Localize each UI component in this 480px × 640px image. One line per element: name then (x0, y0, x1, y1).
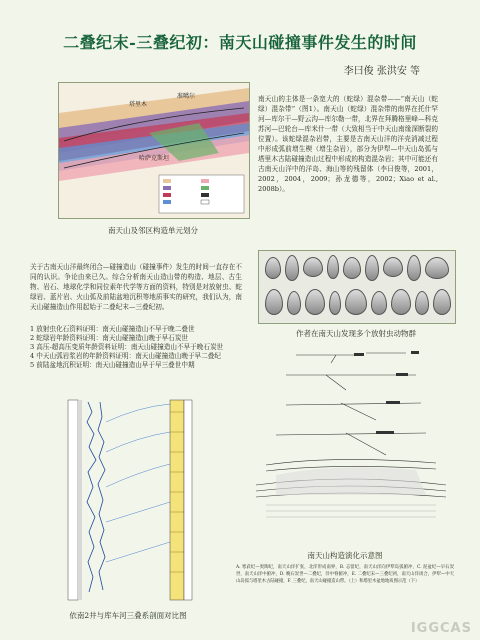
tectonic-map (58, 82, 250, 219)
section-caption: 依南2井与库车河三叠系剖面对比图 (69, 611, 187, 620)
fossil-caption: 作者在南天山发现多个放射虫动物群 (296, 329, 416, 338)
evidence-item: 3 高压-超高压变质年龄资料证明：南天山碰撞造山不早于晚石炭世 (30, 343, 224, 351)
evidence-item: 4 中天山弧岩浆岩的年龄资料证明：南天山碰撞造山晚于早二叠纪 (30, 352, 221, 360)
map-label-junggar: 准噶尔 (177, 93, 196, 100)
timing-paragraph: 关于古南天山洋最终闭合—碰撞造山（碰撞事件）发生的时间一直存在不同的认识。争论由来已久。综合分析南天山造山带的构造、地层、古生物、岩石、地球化学和同位素年代学等方面的资料，特别是对放射虫、蛇绿岩、蓝片岩、火山弧及前陆盆地沉积等地质事实的研究，我们认为，南天山碰撞造山作用起始于二叠纪末—三叠纪初。 (30, 263, 242, 311)
section-figure (58, 392, 198, 604)
map-label-tarim: 塔里木 (129, 101, 148, 108)
evolution-caption: 南天山构造演化示意图 (307, 551, 383, 560)
map-label-kazakhstan: 哈萨克斯坦 (139, 155, 170, 162)
evolution-legend: A. 寒武纪—奥陶纪，南天山洋扩张，北洋形成南界，B. 志留纪，南天山洋向伊犁岛弧俯冲，C. 泥盆纪—早石炭世，南天山洋中俯冲，D. 晚石炭世—二叠纪，洋中脊俯冲，E. 二叠纪末—三叠纪初，南天山洋闭合，伊犁—中天山岛弧与塔里木古陆碰撞，F. 三叠纪，南天山碰撞造山带。（上）和塔里木盆地地质图示范（下） (236, 565, 454, 584)
map-caption: 南天山及邻区构造单元划分 (108, 226, 198, 235)
evidence-item: 2 蛇绿岩年龄资料证明：南天山碰撞造山晚于早石炭世 (30, 334, 188, 342)
evidence-item: 1 放射虫化石资料证明：南天山碰撞造山不早于晚二叠世 (30, 325, 195, 333)
page-title: 二叠纪末-三叠纪初：南天山碰撞事件发生的时间 (63, 33, 417, 52)
map-graphic (59, 83, 249, 218)
evidence-list (30, 325, 242, 370)
evolution-figure (236, 345, 454, 533)
authors: 李曰俊 张洪安 等 (343, 66, 420, 77)
evidence-item: 5 前陆盆地沉积证明：南天山碰撞造山早于早三叠世中期 (30, 361, 195, 369)
iggcas-watermark: IGGCAS (410, 621, 472, 636)
section-graphic (58, 392, 198, 604)
evolution-graphic (236, 345, 454, 533)
radiolarian-plate (258, 250, 456, 324)
intro-paragraph: 南天山的主体是一条宽大的（蛇绿）混杂带——“南天山（蛇绿）混杂带”（图1）。南天山（蛇绿）混杂带的南界在托什罕河—库尔干—野云沟—库尔勒一带，北界在拜腾格里峰—科克苏河—巴轮台—库米什一带（大致相当于中天山南缘深断裂的位置）。该蛇绿混杂岩带，主要是古南天山洋的洋壳消减过程中形成弧前增生楔（增生杂岩），部分为伊犁—中天山岛弧与塔里木古陆碰撞造山过程中形成的构造混杂岩；其中可能还有古南天山洋中的洋岛、海山等的残留体（李曰俊等，2001，2002，2004，2009；孙龙德等，2002；Xiao et al., 2008b）。 (258, 95, 438, 193)
